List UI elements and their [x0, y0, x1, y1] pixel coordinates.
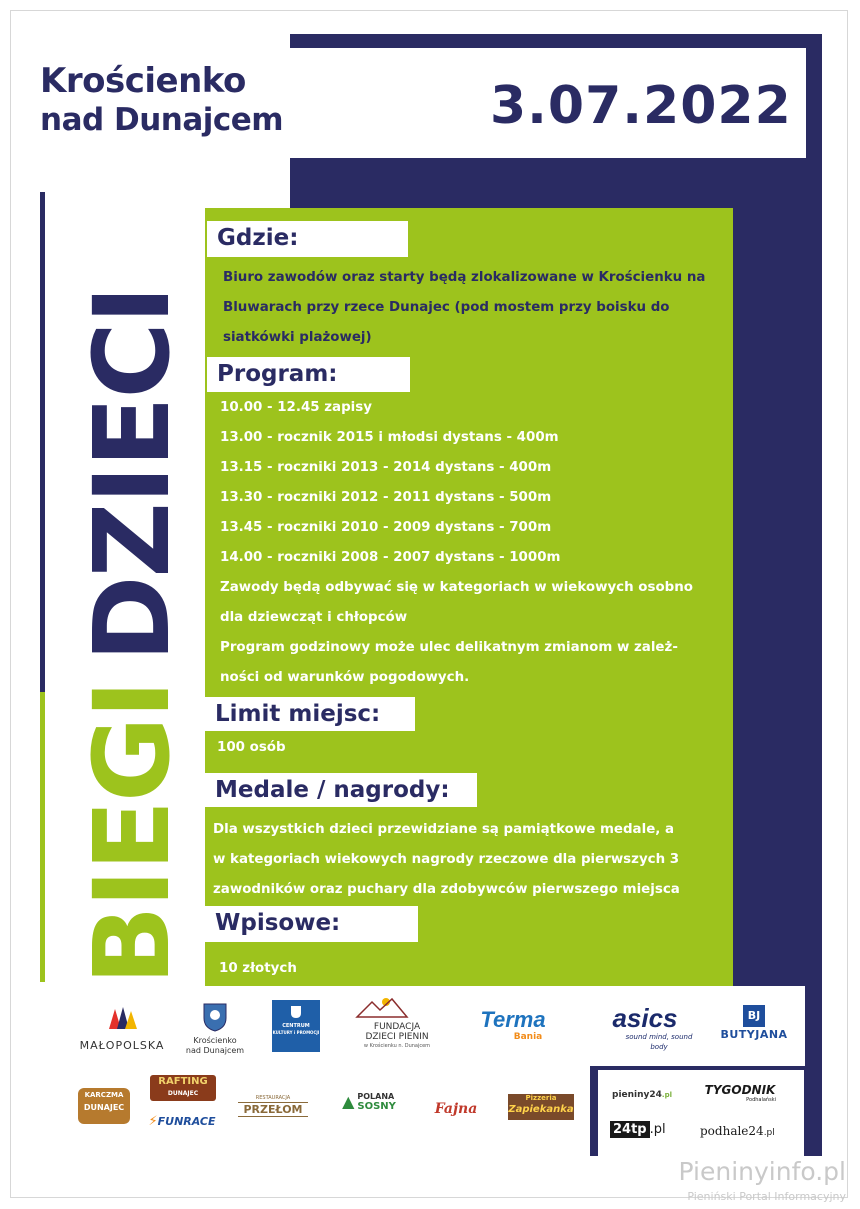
tree-icon: ▲ [342, 1092, 355, 1111]
funrace-bolt-icon: ⚡ [148, 1114, 158, 1129]
vertical-title-word1: BIEGI [71, 681, 193, 985]
asics-logo [590, 1004, 700, 1050]
pizzeria-text-2: Zapiekanka [508, 1104, 574, 1115]
24tp-logo [610, 1118, 674, 1142]
program-line-10: ności od warunków pogodowych. [220, 670, 470, 685]
program-line-1: 10.00 - 12.45 zapisy [220, 400, 372, 415]
terma-bania-logo [468, 1008, 558, 1048]
kroscienko-text-1: Krościenko [193, 1036, 237, 1045]
rafting-text-2: DUNAJEC [167, 1090, 199, 1097]
pieniny24-logo [612, 1082, 682, 1102]
przelom-text-2: PRZEŁOM [238, 1102, 308, 1117]
fundacja-mountain-icon [352, 996, 442, 1018]
left-accent-bar-navy [40, 192, 45, 692]
centrum-text-2: KULTURY i PROMOCJI [272, 1030, 320, 1035]
wpisowe-line-1: 10 złotych [219, 961, 297, 976]
fundacja-logo [348, 996, 446, 1056]
section-heading-program: Program: [207, 357, 410, 392]
medale-line-2: w kategoriach wiekowych nagrody rzeczowe dla pierwszych 3 [213, 852, 680, 867]
polana-text-2: SOSNY [357, 1101, 396, 1112]
polana-text-1: POLANA [357, 1092, 395, 1101]
karczma-text-2: DUNAJEC [83, 1103, 125, 1112]
pizzeria-zapiekanka-logo [508, 1094, 574, 1120]
butyjana-logo [712, 1004, 796, 1052]
centrum-text-1: CENTRUM [282, 1023, 310, 1029]
section-heading-limit: Limit miejsc: [205, 697, 415, 731]
program-line-9: Program godzinowy może ulec delikatnym zmianom w zależ- [220, 640, 678, 655]
section-heading-medale: Medale / nagrody: [205, 773, 477, 807]
kroscienko-crest-icon [202, 1002, 228, 1032]
watermark-subtitle: Pieniński Portal Informacyjny [687, 1190, 846, 1203]
program-line-4: 13.30 - roczniki 2012 - 2011 dystans - 500m [220, 490, 552, 505]
funrace-text: FUNRACE [157, 1115, 216, 1128]
medale-line-1: Dla wszystkich dzieci przewidziane są pamiątkowe medale, a [213, 822, 675, 837]
butyjana-mark: BJ [743, 1005, 765, 1027]
centrum-kultury-logo [272, 1000, 320, 1052]
podhale24-text: podhale24 [700, 1124, 764, 1138]
town-line1: Krościenko [40, 61, 246, 101]
rafting-text-1: RAFTING [158, 1076, 208, 1087]
tygodnik-podhalanski-logo [698, 1084, 782, 1108]
program-line-6: 14.00 - roczniki 2008 - 2007 dystans - 1000m [220, 550, 561, 565]
section-heading-wpisowe: Wpisowe: [205, 906, 418, 942]
asics-sub-text: sound mind, sound body [625, 1033, 693, 1051]
podhale24-logo [700, 1120, 784, 1140]
fundacja-text-3: w Krościenku n. Dunajcem [363, 1043, 431, 1049]
malopolska-text: MAŁOPOLSKA [79, 1039, 165, 1052]
script-logo [420, 1098, 492, 1120]
program-line-3: 13.15 - roczniki 2013 - 2014 dystans - 400m [220, 460, 552, 475]
section-heading-gdzie: Gdzie: [207, 221, 408, 257]
terma-sub-text: Bania [513, 1032, 543, 1042]
kroscienko-text-2: nad Dunajcem [185, 1046, 245, 1055]
terma-text: Terma [480, 1007, 546, 1032]
program-line-7: Zawody będą odbywać się w kategoriach w wiekowych osobno [220, 580, 693, 595]
karczma-dunajec-logo [78, 1088, 130, 1124]
tygodnik-text-1: TYGODNIK [704, 1083, 776, 1097]
watermark-title: Pieninyinfo.pl [678, 1157, 846, 1186]
malopolska-icon [107, 1005, 137, 1031]
24tp-text: 24tp [610, 1121, 650, 1138]
fundacja-text-1: FUNDACJA [373, 1022, 421, 1032]
medale-line-3: zawodników oraz puchary dla zdobywców pierwszego miejsca [213, 882, 680, 897]
pizzeria-text-1: Pizzeria [525, 1094, 557, 1102]
asics-text: asics [612, 1003, 678, 1033]
left-accent-bar [40, 192, 45, 982]
restauracja-przelom-logo [238, 1094, 308, 1118]
tygodnik-text-2: Podhalański [746, 1097, 776, 1103]
event-date: 3.07.2022 [490, 76, 792, 136]
butyjana-text: BUTYJANA [720, 1028, 788, 1041]
kroscienko-logo [185, 1002, 245, 1058]
vertical-title [71, 287, 193, 985]
script-logo-text: Fajna [434, 1101, 478, 1117]
centrum-crest-icon [290, 1005, 302, 1019]
fundacja-text-2: DZIECI PIENIN [365, 1032, 429, 1042]
podhale24-suffix: .pl [763, 1128, 775, 1138]
town-line2: nad Dunajcem [40, 102, 284, 138]
funrace-logo [142, 1110, 222, 1128]
vertical-title-word2: DZIECI [71, 287, 193, 662]
limit-line-1: 100 osób [217, 740, 286, 755]
pieniny24-text: pieniny24 [612, 1090, 662, 1100]
24tp-suffix: .pl [649, 1122, 666, 1137]
karczma-text-1: KARCZMA [84, 1091, 124, 1099]
malopolska-logo [72, 1005, 172, 1055]
left-accent-bar-lime [40, 692, 45, 982]
rafting-dunajec-logo [150, 1075, 216, 1101]
gdzie-line-3: siatkówki plażowej) [223, 330, 372, 345]
program-line-2: 13.00 - rocznik 2015 i młodsi dystans - 400m [220, 430, 559, 445]
program-line-8: dla dziewcząt i chłopców [220, 610, 408, 625]
town-title [40, 62, 283, 140]
polana-sosny-logo [334, 1092, 404, 1122]
pieniny24-suffix: .pl [661, 1091, 672, 1099]
gdzie-line-2: Bluwarach przy rzece Dunajec (pod mostem przy boisku do [223, 300, 670, 315]
gdzie-line-1: Biuro zawodów oraz starty będą zlokalizowane w Krościenku na [223, 270, 706, 285]
program-line-5: 13.45 - roczniki 2010 - 2009 dystans - 700m [220, 520, 552, 535]
przelom-text-1: RESTAURACJA [255, 1095, 291, 1101]
info-panel [205, 208, 733, 986]
